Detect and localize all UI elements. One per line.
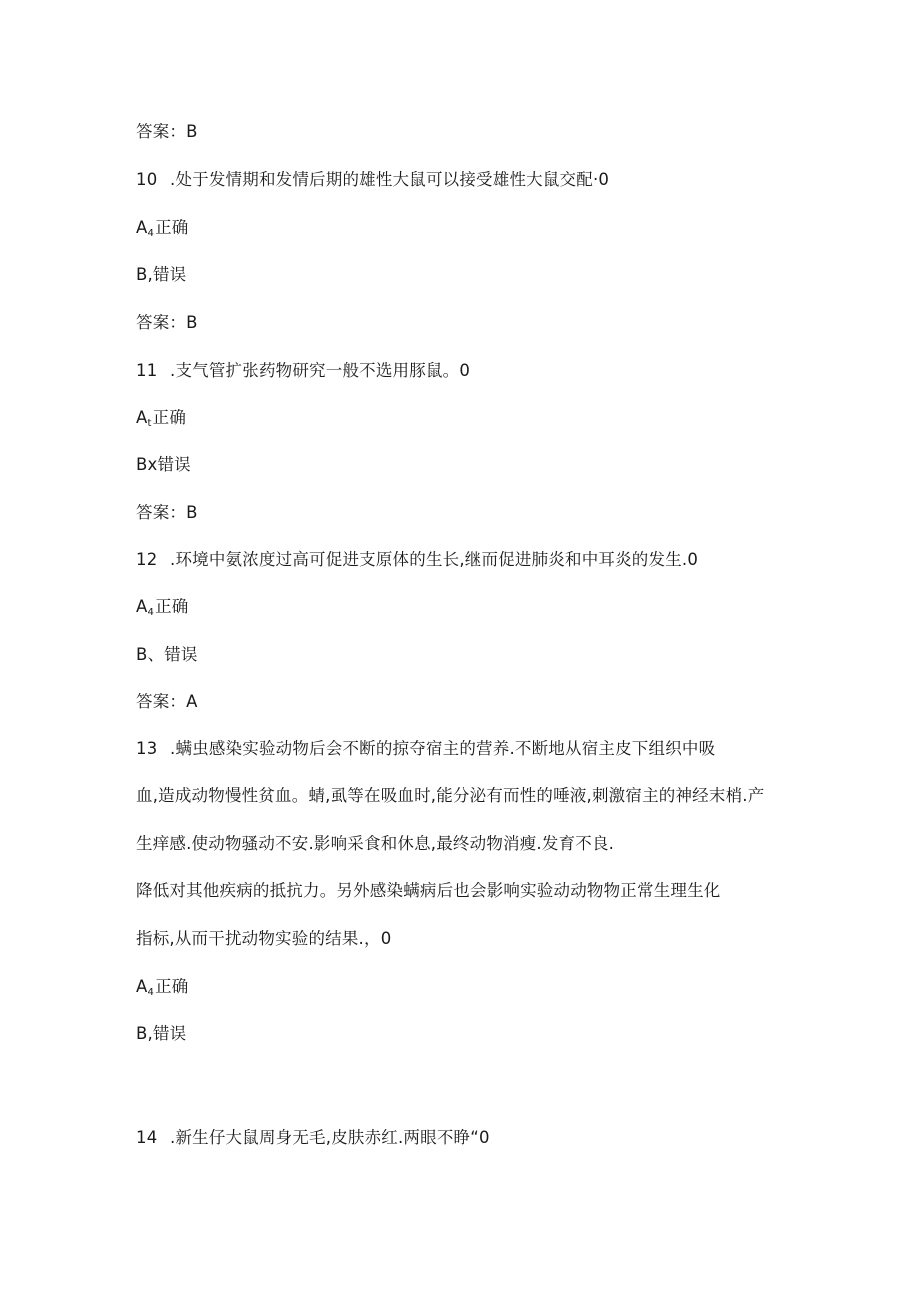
question-number: 11	[136, 361, 158, 380]
question-text-continued: 血,造成动物慢性贫血。蜻,虱等在吸血时,能分泌有而性的唾液,刺激宿主的神经末梢.产	[136, 786, 765, 805]
question-14	[136, 1128, 490, 1148]
question-text: .新生仔大鼠周身无毛,皮肤赤红.两眼不睁“0	[170, 1128, 490, 1147]
option-b: Bx错误	[136, 455, 191, 474]
option-mark: 4	[147, 607, 155, 618]
option-b: B,错误	[136, 1024, 187, 1043]
question-text: .支气管扩张药物研究一般不选用豚鼠。0	[170, 361, 471, 380]
option-b: B,错误	[136, 265, 187, 284]
question-number: 10	[136, 170, 158, 189]
answer-line: 答案：B	[136, 503, 198, 522]
option-text: 正确	[155, 218, 189, 237]
question-text: .处于发情期和发情后期的雄性大鼠可以接受雄性大鼠交配·0	[170, 170, 610, 189]
option-text: 正确	[155, 597, 189, 616]
option-letter: A	[136, 408, 148, 427]
question-text: .环境中氨浓度过高可促进支原体的生长,继而促进肺炎和中耳炎的发生.0	[170, 550, 699, 569]
question-13	[136, 739, 715, 759]
question-text: .螨虫感染实验动物后会不断的掠夺宿主的营养.不断地从宿主皮下组织中吸	[170, 739, 716, 758]
option-letter: A	[136, 597, 148, 616]
option-a	[136, 408, 186, 434]
question-number: 13	[136, 739, 158, 758]
question-text-continued: 指标,从而干扰动物实验的结果.，0	[136, 929, 392, 948]
answer-line: 答案：A	[136, 692, 198, 711]
option-letter: A	[136, 218, 148, 237]
option-b: B、错误	[136, 645, 198, 664]
option-mark: 4	[147, 228, 155, 239]
question-10	[136, 170, 609, 190]
option-letter: A	[136, 977, 148, 996]
option-text: 正确	[155, 977, 189, 996]
question-11	[136, 361, 470, 381]
option-a	[136, 977, 188, 1003]
question-number: 12	[136, 550, 158, 569]
option-a	[136, 218, 188, 244]
question-number: 14	[136, 1128, 158, 1147]
question-12	[136, 550, 698, 570]
option-text: 正确	[152, 408, 187, 427]
option-mark: 4	[147, 987, 155, 998]
answer-line: 答案：B	[136, 313, 198, 332]
question-text-continued: 生痒感.使动物骚动不安.影响采食和休息,最终动物消瘦.发育不良.	[136, 834, 615, 853]
option-a	[136, 597, 188, 623]
question-text-continued: 降低对其他疾病的抵抗力。另外感染螨病后也会影响实验动动物物正常生理生化	[136, 881, 721, 900]
option-mark: t	[147, 418, 152, 429]
answer-line: 答案：B	[136, 122, 198, 141]
